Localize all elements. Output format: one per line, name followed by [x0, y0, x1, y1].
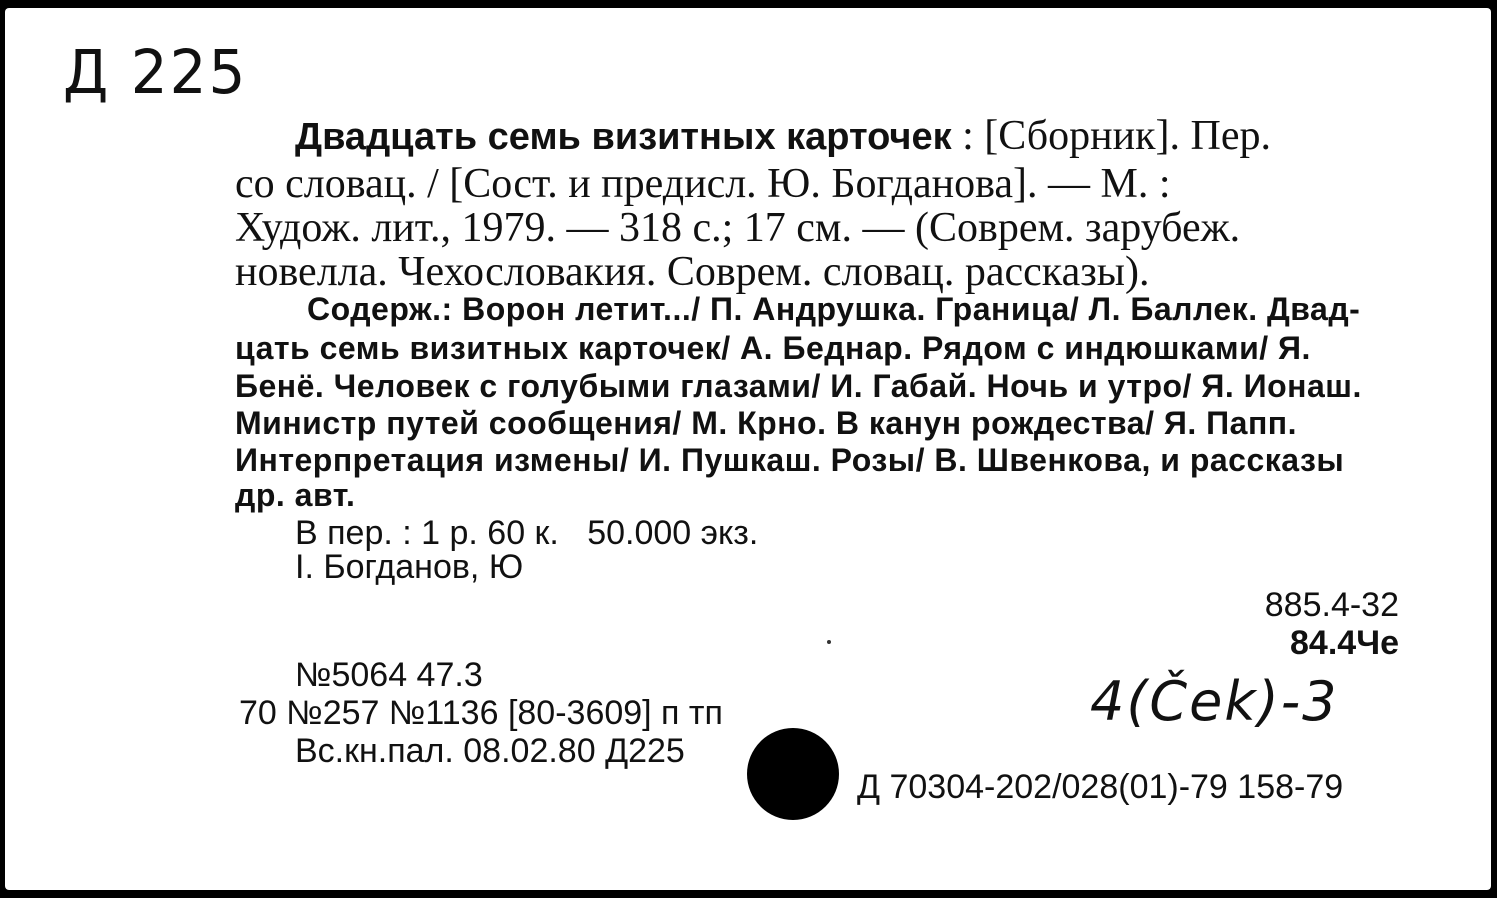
catalog-card — [5, 8, 1491, 890]
body-line-2: Худож. лит., 1979. — 318 с.; 17 см. — (Соврем. зарубеж. — [235, 205, 1241, 251]
punch-hole — [747, 728, 839, 820]
contents-line-4: Министр путей сообщения/ М. Крно. В канун рождества/ Я. Папп. — [235, 405, 1297, 441]
isbn-line: Д 70304-202/028(01)-79 158-79 — [857, 768, 1344, 806]
pencil-note: 4(Ček)-3 — [1090, 670, 1339, 733]
contents-line-5: Интерпретация измены/ И. Пушкаш. Розы/ В. Швенкова, и рассказы — [235, 442, 1345, 478]
title-line — [295, 112, 1271, 160]
contents-line-6: др. авт. — [235, 477, 356, 513]
speck — [827, 640, 831, 644]
title-rest: : [Сборник]. Пер. — [951, 113, 1271, 159]
title-bold: Двадцать семь визитных карточек — [295, 116, 952, 158]
shelfmark: Д 225 — [63, 36, 248, 108]
number-line-1: №5064 47.3 — [295, 656, 483, 694]
price-line: В пер. : 1 р. 60 к. 50.000 экз. — [295, 514, 759, 552]
author-mark: 84.4Че — [1290, 624, 1399, 662]
contents-line-1: Содерж.: Ворон летит.../ П. Андрушка. Граница/ Л. Баллек. Двад- — [307, 291, 1361, 327]
body-line-3: новелла. Чехословакия. Соврем. словац. рассказы). — [235, 249, 1150, 295]
added-entry: I. Богданов, Ю — [295, 548, 524, 586]
number-line-3: Вс.кн.пал. 08.02.80 Д225 — [295, 732, 685, 770]
body-line-1: со словац. / [Сост. и предисл. Ю. Богданова]. — М. : — [235, 161, 1171, 207]
number-line-2: 70 №257 №1136 [80-3609] п тп — [239, 694, 723, 732]
classification-code: 885.4-32 — [1264, 586, 1399, 624]
contents-line-2: цать семь визитных карточек/ А. Беднар. Рядом с индюшками/ Я. — [235, 330, 1311, 366]
contents-line-3: Бенё. Человек с голубыми глазами/ И. Габай. Ночь и утро/ Я. Ионаш. — [235, 368, 1362, 404]
